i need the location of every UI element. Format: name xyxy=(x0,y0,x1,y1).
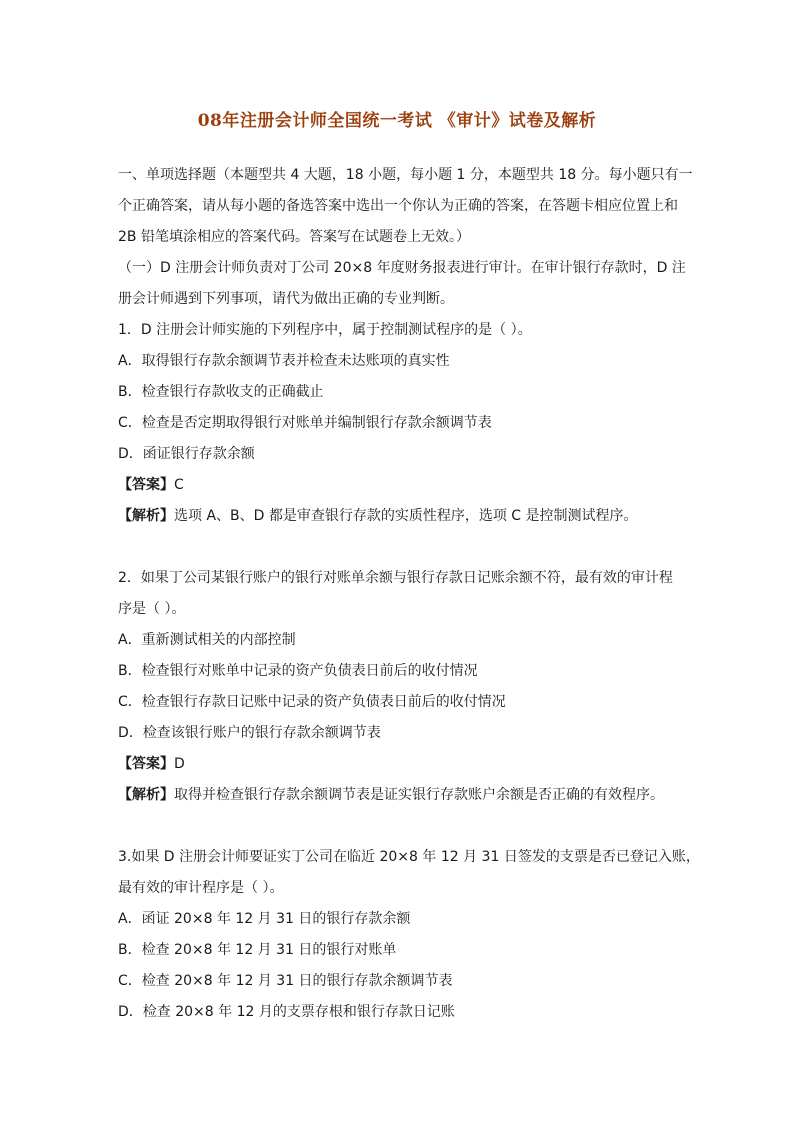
question-stem: 序是（ ）。 xyxy=(118,601,186,617)
option-c: C．检查银行存款日记账中记录的资产负债表日前后的收付情况 xyxy=(118,694,506,710)
instruction-line: 一、单项选择题（本题型共 4 大题，18 小题，每小题 1 分，本题型共 18 分。每小题只有一 xyxy=(118,167,693,183)
document-body xyxy=(118,160,700,1028)
question-1 xyxy=(118,315,688,532)
spacer xyxy=(118,811,688,842)
option-c: C．检查 20×8 年 12 月 31 日的银行存款余额调节表 xyxy=(118,973,453,989)
option-d: D．检查该银行账户的银行存款余额调节表 xyxy=(118,725,381,741)
option-a: A．取得银行存款余额调节表并检查未达账项的真实性 xyxy=(118,353,450,369)
instruction-line: 个正确答案，请从每小题的备选答案中选出一个你认为正确的答案，在答题卡相应位置上和 xyxy=(118,198,678,214)
spacer xyxy=(118,532,688,563)
analysis-line xyxy=(118,501,688,532)
option-a: A．函证 20×8 年 12 月 31 日的银行存款余额 xyxy=(118,911,411,927)
option-d: D．函证银行存款余额 xyxy=(118,446,255,462)
option-b: B．检查银行存款收支的正确截止 xyxy=(118,384,324,400)
question-3 xyxy=(118,842,700,1028)
answer-value: D xyxy=(174,756,185,772)
option-d: D．检查 20×8 年 12 月的支票存根和银行存款日记账 xyxy=(118,1004,455,1020)
question-stem: 最有效的审计程序是（ ）。 xyxy=(118,880,284,896)
document-title: 08年注册会计师全国统一考试 《审计》试卷及解析 xyxy=(197,111,597,131)
question-2 xyxy=(118,563,688,811)
instruction-line: 2B 铅笔填涂相应的答案代码。答案写在试题卷上无效。） xyxy=(118,229,470,245)
analysis-line xyxy=(118,780,688,811)
section-line: 册会计师遇到下列事项，请代为做出正确的专业判断。 xyxy=(118,291,454,307)
question-stem: 2．如果丁公司某银行账户的银行对账单余额与银行存款日记账余额不符，最有效的审计程 xyxy=(118,570,673,586)
answer-label: 【答案】 xyxy=(118,756,174,772)
option-b: B．检查银行对账单中记录的资产负债表日前后的收付情况 xyxy=(118,663,478,679)
question-stem: 3.如果 D 注册会计师要证实丁公司在临近 20×8 年 12 月 31 日签发的支票是否已登记入账， xyxy=(118,849,700,865)
option-a: A．重新测试相关的内部控制 xyxy=(118,632,296,648)
answer-line xyxy=(118,749,688,780)
option-c: C．检查是否定期取得银行对账单并编制银行存款余额调节表 xyxy=(118,415,492,431)
analysis-label: 【解析】 xyxy=(118,508,174,524)
analysis-text: 取得并检查银行存款余额调节表是证实银行存款账户余额是否正确的有效程序。 xyxy=(174,787,664,803)
answer-label: 【答案】 xyxy=(118,477,174,493)
option-b: B．检查 20×8 年 12 月 31 日的银行对账单 xyxy=(118,942,397,958)
analysis-label: 【解析】 xyxy=(118,787,174,803)
section-line: （一）D 注册会计师负责对丁公司 20×8 年度财务报表进行审计。在审计银行存款时，D 注 xyxy=(118,260,686,276)
analysis-text: 选项 A、B、D 都是审查银行存款的实质性程序，选项 C 是控制测试程序。 xyxy=(174,508,638,524)
section-intro xyxy=(118,253,688,315)
answer-value: C xyxy=(174,477,184,493)
answer-line xyxy=(118,470,688,501)
instructions xyxy=(118,160,693,253)
question-stem: 1．D 注册会计师实施的下列程序中，属于控制测试程序的是（ ）。 xyxy=(118,322,532,338)
